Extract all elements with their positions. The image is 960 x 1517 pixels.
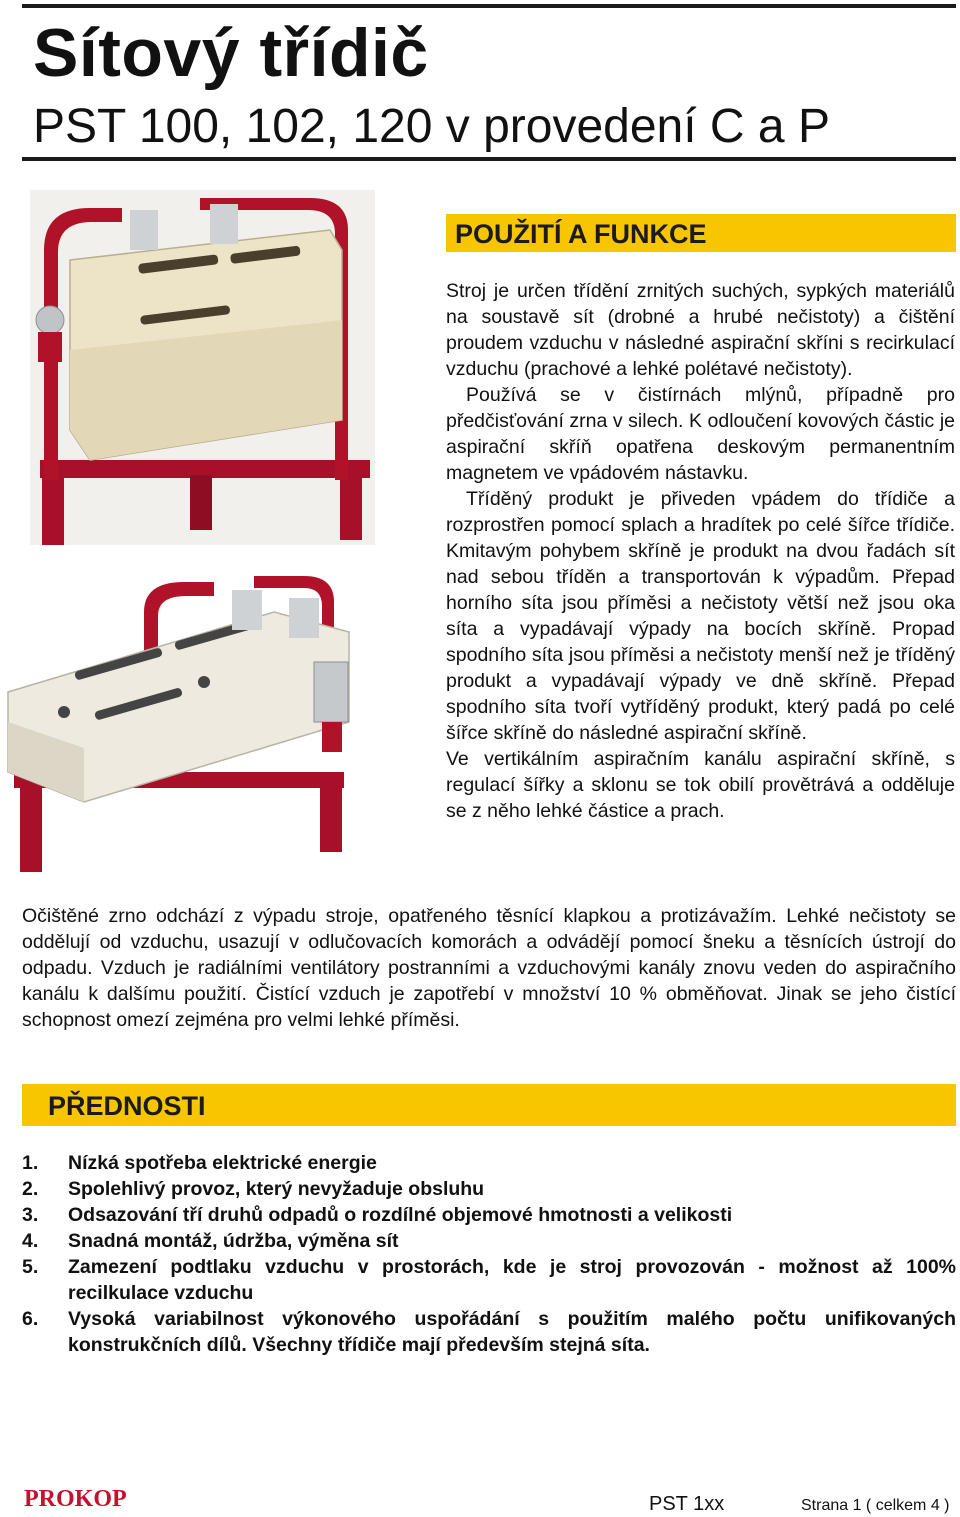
list-item — [22, 1202, 956, 1228]
inlet-2b — [289, 598, 319, 638]
list-item — [22, 1176, 956, 1202]
list-item-number: 3. — [22, 1204, 39, 1226]
inlet-2a — [232, 590, 262, 630]
dot-2 — [198, 676, 210, 688]
inlet-right — [210, 204, 238, 244]
funkce-paragraph-1: Stroj je určen třídění zrnitých suchých, sypkých materiálů na soustavě sít (drobné a hrubé nečistoty) a čištění proudem vzduchu v následné aspirační skříni s recirkulací vzduchu (prachové a lehké polétavé nečistoty). — [446, 280, 955, 380]
list-item-number: 4. — [22, 1230, 39, 1252]
section-heading-funkce: POUŽITÍ A FUNKCE — [446, 214, 956, 252]
list-item-number: 1. — [22, 1152, 39, 1174]
top-rule — [22, 4, 956, 8]
funkce-paragraph-2: Používá se v čistírnách mlýnů, případně pro předčisťování zrna v silech. K odloučení kovových částic je aspirační skříň opatřena deskovým permanentním magnetem ve vpádovém nástavku. — [446, 384, 955, 484]
list-item — [22, 1254, 956, 1306]
title-rule — [22, 157, 956, 161]
list-item — [22, 1306, 956, 1358]
section-heading-prednosti: PŘEDNOSTI — [22, 1084, 956, 1126]
list-item-text: Odsazování tří druhů odpadů o rozdílné objemové hmotnosti a velikosti — [68, 1204, 733, 1226]
logo-text: PROKOP — [24, 1486, 127, 1512]
funkce-paragraph-4: Ve vertikálním aspiračním kanálu aspirační skříně, s regulací šířky a sklonu se tok obilí provětrává a odděluje se z něho lehké částice a prach. — [446, 748, 955, 822]
funkce-paragraph-3: Tříděný produkt je přiveden vpádem do třídiče a rozprostřen pomocí splach a hradítek po celé šířce třídiče. Kmitavým pohybem skříně je produkt na dvou řadách sít nad sebou tříděn a transportován k výpadům. Přepad horního síta jsou příměsi a nečistoty větší než jsou oka síta a vypadávají výpady na bocích skříně. Propad spodního síta jsou příměsi a nečistoty menší než je tříděný produkt a vypadávají výpady ve dně skříně. Přepad spodního síta tvoří vytříděný produkt, který padá po celé šířce skříně do následné aspirační skříně. — [446, 488, 955, 744]
list-item-number: 5. — [22, 1256, 39, 1278]
list-item-text: Nízká spotřeba elektrické energie — [68, 1152, 377, 1174]
side-outlet-flange-2 — [322, 722, 342, 752]
side-outlet-2 — [314, 662, 348, 722]
base-leg-mid — [190, 475, 212, 530]
funkce-wide-paragraph: Očištěné zrno odchází z výpadu stroje, opatřeného těsnící klapkou a protizávažím. Lehké nečistoty se oddělují od vzduchu, usazují v odlučovacích komorách a odvádějí pomocí šneku a těsnících ústrojí do odpadu. Vzduch je radiálními ventilátory postranními a vzduchovými kanály znovu veden do aspiračního kanálu k dalšímu použití. Čistící vzduch je zapotřebí v množství 10 % obměňovat. Jinak se jeho čistící schopnost omezí zejména pro velmi lehké příměsi. — [22, 905, 956, 1031]
footer-page-number: Strana 1 ( celkem 4 ) — [801, 1497, 950, 1514]
base-leg-left-2 — [20, 782, 42, 872]
page-title: Sítový třídič — [33, 15, 429, 91]
dot-1 — [58, 706, 70, 718]
base-leg-left — [42, 475, 64, 545]
machine-photo-bottom — [4, 572, 360, 880]
list-item-number: 2. — [22, 1178, 39, 1200]
funkce-column-text — [446, 278, 955, 824]
inlet-left — [130, 210, 158, 250]
list-item — [22, 1150, 956, 1176]
list-item-text: Spolehlivý provoz, který nevyžaduje obsluhu — [68, 1178, 485, 1200]
outlet-flange — [38, 332, 62, 362]
footer-product-code: PST 1xx — [649, 1493, 725, 1515]
list-item-text: Snadná montáž, údržba, výměna sít — [68, 1230, 399, 1252]
outlet-pipe — [36, 306, 64, 334]
prokop-logo — [24, 1483, 144, 1513]
base-leg-right — [340, 475, 362, 540]
list-item-text: Vysoká variabilnost výkonového uspořádání s použitím malého počtu unifikovaných konstrukčních dílů. Všechny třídiče mají především stejná síta. — [68, 1308, 956, 1356]
page-subtitle: PST 100, 102, 120 v provedení C a P — [33, 100, 830, 153]
machine-photo-top — [30, 190, 375, 548]
base-leg-right-2 — [320, 772, 342, 852]
list-item-text: Zamezení podtlaku vzduchu v prostorách, kde je stroj provozován - možnost až 100% recilkulace vzduchu — [68, 1256, 956, 1304]
list-item — [22, 1228, 956, 1254]
advantages-list — [22, 1150, 956, 1358]
list-item-number: 6. — [22, 1308, 39, 1330]
